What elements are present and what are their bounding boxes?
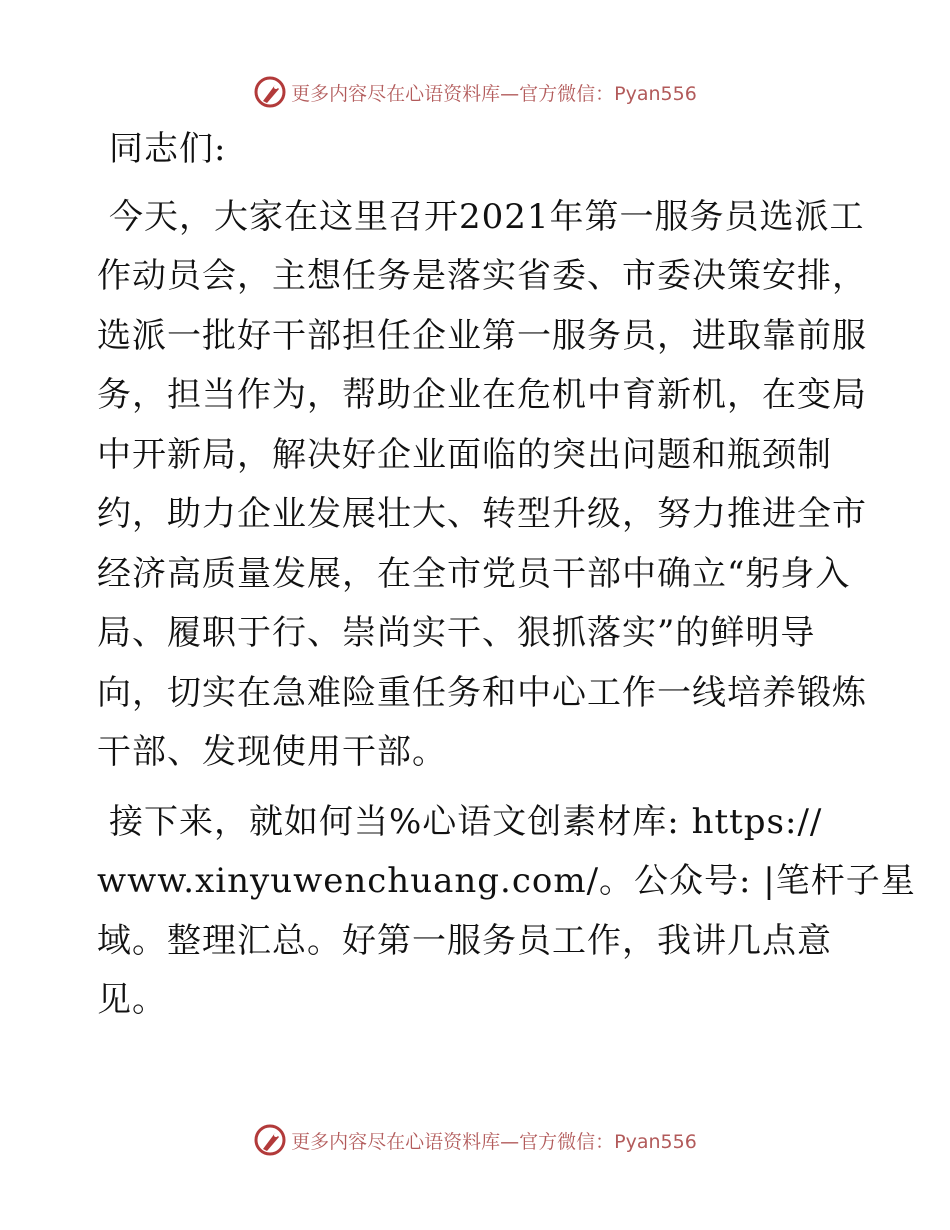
paragraph-line: 约，助力企业发展壮大、转型升级，努力推进全市 [97, 494, 867, 534]
paragraph-line: 接下来，就如何当%心语文创素材库: https:// [109, 801, 823, 842]
paragraph-line: 今天，大家在这里召开2021年第一服务员选派工 [109, 196, 865, 237]
watermark-text: 更多内容尽在心语资料库—官方微信：Pyan556 [291, 1130, 697, 1153]
document-body [97, 120, 916, 1031]
pen-nib-logo-icon [253, 75, 287, 109]
paragraph-line: 中开新局，解决好企业面临的突出问题和瓶颈制 [97, 434, 832, 475]
paragraph-line: 见。 [97, 980, 167, 1020]
salutation: 同志们: [109, 129, 227, 169]
paragraph-line: 干部、发现使用干部。 [97, 732, 447, 772]
watermark-footer [0, 1120, 950, 1160]
paragraph-2 [97, 793, 916, 1031]
paragraph-line: www.xinyuwenchuang.com/。公众号: |笔杆子星 [97, 861, 916, 901]
paragraph-line: 作动员会，主想任务是落实省委、市委决策安排， [97, 256, 867, 296]
paragraph-line: 向，切实在急难险重任务和中心工作一线培养锻炼 [97, 672, 867, 713]
paragraph-line: 经济高质量发展，在全市党员干部中确立“躬身入 [97, 553, 851, 594]
paragraph-line: 务，担当作为，帮助企业在危机中育新机，在变局 [97, 375, 867, 415]
watermark-header [0, 72, 950, 112]
paragraph-line: 域。整理汇总。好第一服务员工作，我讲几点意 [97, 920, 832, 961]
watermark-text: 更多内容尽在心语资料库—官方微信：Pyan556 [291, 82, 697, 105]
paragraph-line: 选派一批好干部担任企业第一服务员，进取靠前服 [97, 315, 867, 356]
paragraph-line: 局、履职于行、崇尚实干、狠抓落实”的鲜明导 [97, 613, 816, 653]
pen-nib-logo-icon [253, 1123, 287, 1157]
paragraph-1 [97, 188, 867, 783]
